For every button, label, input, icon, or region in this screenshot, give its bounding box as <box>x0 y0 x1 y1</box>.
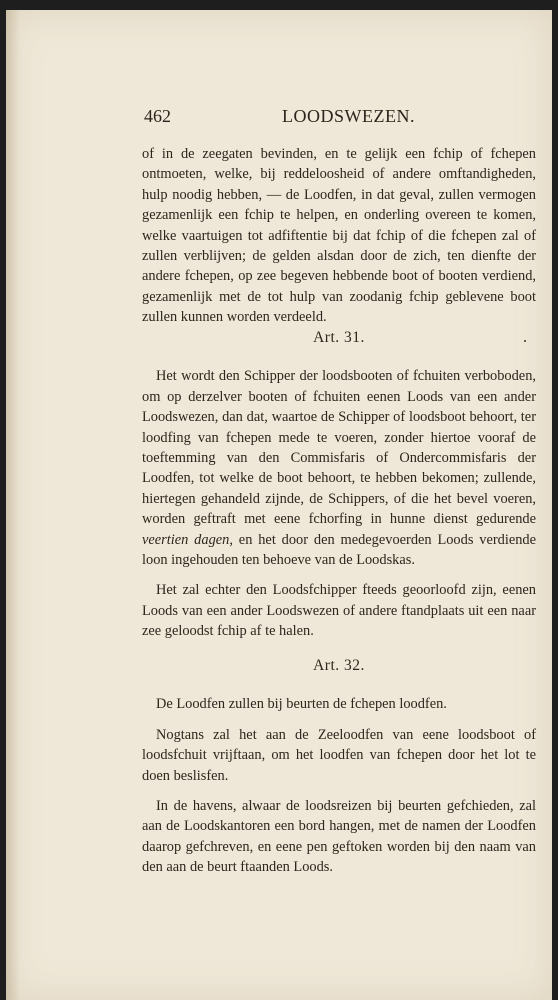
intro-paragraph: of in de zeegaten bevinden, en te gelijk een fchip of fchepen ontmoeten, welke, bij reddeloosheid of andere omftandigheden, hulp noodig hebben, — de Loodfen, in dat geval, zullen vermogen gezamenlijk een fchip te helpen, en onderling overeen te komen, welke vaartuigen tot adfiftentie bij dat fchip of die fchepen zal of zullen verblijven; de gelden alsdan door de zich, ten dienfte der andere fchepen, op zee begeven hebbende boot of booten verdiend, gezamenlijk met de tot hulp van zoodanig fchip geblevene boot zullen kunnen worden verdeeld. <box>142 146 536 326</box>
article-31-p1-text-a: Het wordt den Schipper der loodsbooten of fchuiten verboboden, om op derzelver booten of fchuiten eenen Loods van een ander Loodswezen, dan dat, waartoe de Schipper of loodsboot behoort, ter loodfing van fchepen mede te voeren, zonder hiertoe vooraf de toeftemming van den Commisfaris of Ondercommisfaris der Loodfen, tot welke de boot behoort, te hebben bekomen; zullende, hiertegen gehandeld zijnde, de Schippers, of die het bevel voeren, worden geftraft met eene fchorfing in hunne dienst gedurende <box>142 368 536 528</box>
article-31-p1-italic: veertien dagen <box>142 531 230 548</box>
article-32-paragraph-1: De Loodfen zullen bij beurten de fchepen loodfen. <box>156 696 447 713</box>
article-31-paragraph-2: Het zal echter den Loodsfchipper fteeds geoorloofd zijn, eenen Loods van een ander Loodswezen of andere ftandplaats uit een naar zee geloodst fchip af te halen. <box>142 582 536 640</box>
page-header <box>140 106 532 130</box>
book-page <box>6 10 552 1000</box>
article-32 <box>142 656 536 888</box>
article-31-heading: Art. 31. <box>313 329 365 346</box>
article-32-heading: Art. 32. <box>313 657 365 674</box>
article-31 <box>142 328 536 652</box>
page-number: 462 <box>144 106 171 126</box>
running-title: LOODSWEZEN. <box>282 106 415 126</box>
article-31-p1-text-b: , en het door den medegevoerden Loods verdiende loon ingehouden ten behoeve van de Loodskas. <box>142 531 537 569</box>
intro-block <box>142 144 536 338</box>
article-31-paragraph-1 <box>142 366 536 570</box>
article-32-paragraph-3: In de havens, alwaar de loodsreizen bij beurten gefchieden, zal aan de Loodskantoren een bord hangen, met de namen der Loodfen daarop gefchreven, en eene pen geftoken worden bij den naam van den aan de beurt ftaanden Loods. <box>142 798 536 876</box>
article-32-paragraph-2: Nogtans zal het aan de Zeeloodfen van eene loodsboot of loodsfchuit vrijftaan, om het loodfen van fchepen door het lot te doen beslisfen. <box>142 726 536 784</box>
